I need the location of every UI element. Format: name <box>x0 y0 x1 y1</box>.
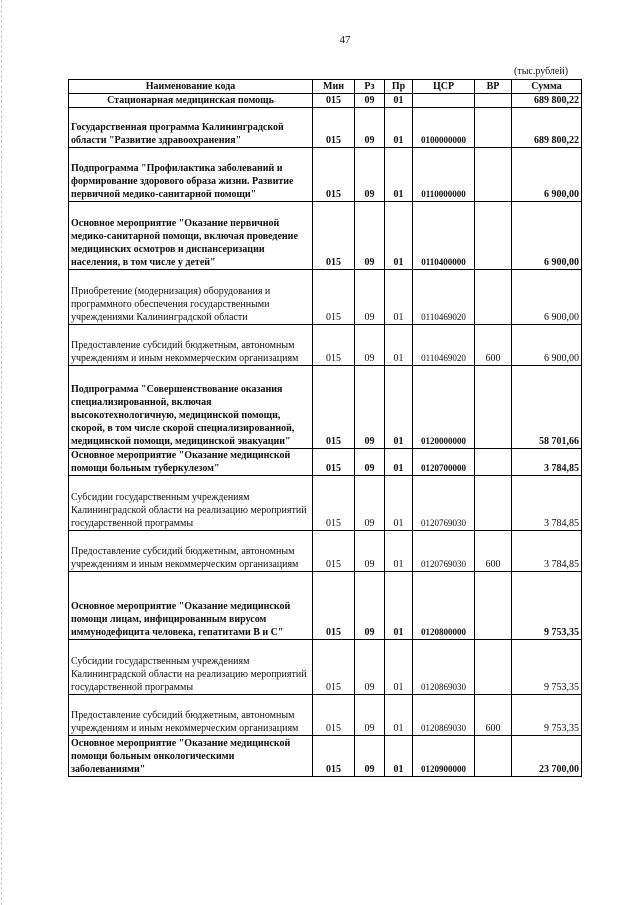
cell-min: 015 <box>313 108 355 148</box>
cell-pr: 01 <box>385 695 413 736</box>
cell-csr <box>413 94 475 108</box>
budget-table <box>68 79 582 777</box>
cell-csr: 0120769030 <box>413 476 475 531</box>
units-label: (тыс.рублей) <box>514 66 569 77</box>
cell-rz: 09 <box>355 366 385 449</box>
cell-pr: 01 <box>385 476 413 531</box>
cell-name: Подпрограмма "Совершенствование оказания специализированной, включая высокотехнологичную, медицинской помощи, скорой, в том числе скорой специализированной, медицинской помощи, медицинской эвакуации" <box>69 366 313 449</box>
table-row <box>69 572 582 640</box>
cell-min: 015 <box>313 202 355 270</box>
cell-min: 015 <box>313 695 355 736</box>
cell-min: 015 <box>313 94 355 108</box>
cell-vr <box>475 736 512 777</box>
table-row <box>69 148 582 202</box>
cell-vr: 600 <box>475 531 512 572</box>
cell-min: 015 <box>313 640 355 695</box>
page-number: 47 <box>339 34 351 46</box>
cell-csr: 0120000000 <box>413 366 475 449</box>
cell-name: Предоставление субсидий бюджетным, автономным учреждениям и иным некоммерческим организациям <box>69 325 313 366</box>
cell-min: 015 <box>313 531 355 572</box>
table-row <box>69 270 582 325</box>
cell-sum: 3 784,85 <box>512 476 582 531</box>
cell-name: Основное мероприятие "Оказание первичной медико-санитарной помощи, включая проведение медицинских осмотров и диспансеризации населения, в том числе у детей" <box>69 202 313 270</box>
header-row <box>69 80 582 94</box>
cell-rz: 09 <box>355 695 385 736</box>
cell-pr: 01 <box>385 736 413 777</box>
cell-sum: 3 784,85 <box>512 531 582 572</box>
cell-pr: 01 <box>385 202 413 270</box>
header-vr: ВР <box>475 80 512 94</box>
cell-name: Предоставление субсидий бюджетным, автономным учреждениям и иным некоммерческим организациям <box>69 695 313 736</box>
cell-min: 015 <box>313 736 355 777</box>
cell-name: Стационарная медицинская помощь <box>69 94 313 108</box>
table-row <box>69 94 582 108</box>
cell-vr <box>475 202 512 270</box>
cell-min: 015 <box>313 366 355 449</box>
cell-vr <box>475 270 512 325</box>
cell-name: Государственная программа Калининградской области "Развитие здравоохранения" <box>69 108 313 148</box>
cell-name: Основное мероприятие "Оказание медицинской помощи больным туберкулезом" <box>69 449 313 476</box>
cell-sum: 9 753,35 <box>512 640 582 695</box>
cell-rz: 09 <box>355 476 385 531</box>
table-row <box>69 325 582 366</box>
table-row <box>69 476 582 531</box>
table-row <box>69 640 582 695</box>
cell-sum: 23 700,00 <box>512 736 582 777</box>
cell-rz: 09 <box>355 94 385 108</box>
table-row <box>69 366 582 449</box>
cell-pr: 01 <box>385 325 413 366</box>
cell-csr: 0120869030 <box>413 640 475 695</box>
cell-sum: 689 800,22 <box>512 108 582 148</box>
cell-csr: 0110000000 <box>413 148 475 202</box>
cell-sum: 6 900,00 <box>512 148 582 202</box>
cell-vr <box>475 449 512 476</box>
table-row <box>69 695 582 736</box>
cell-vr <box>475 148 512 202</box>
cell-pr: 01 <box>385 640 413 695</box>
cell-csr: 0110400000 <box>413 202 475 270</box>
cell-rz: 09 <box>355 640 385 695</box>
cell-sum: 689 800,22 <box>512 94 582 108</box>
table-row <box>69 108 582 148</box>
header-rz: Рз <box>355 80 385 94</box>
cell-rz: 09 <box>355 736 385 777</box>
cell-name: Предоставление субсидий бюджетным, автономным учреждениям и иным некоммерческим организациям <box>69 531 313 572</box>
cell-rz: 09 <box>355 148 385 202</box>
cell-vr <box>475 476 512 531</box>
cell-rz: 09 <box>355 270 385 325</box>
cell-rz: 09 <box>355 202 385 270</box>
cell-rz: 09 <box>355 108 385 148</box>
header-pr: Пр <box>385 80 413 94</box>
cell-name: Основное мероприятие "Оказание медицинской помощи больным онкологическими заболеваниями" <box>69 736 313 777</box>
cell-rz: 09 <box>355 531 385 572</box>
cell-min: 015 <box>313 449 355 476</box>
cell-csr: 0120700000 <box>413 449 475 476</box>
cell-sum: 3 784,85 <box>512 449 582 476</box>
cell-vr: 600 <box>475 325 512 366</box>
cell-sum: 9 753,35 <box>512 695 582 736</box>
header-csr: ЦСР <box>413 80 475 94</box>
cell-csr: 0100000000 <box>413 108 475 148</box>
header-min: Мин <box>313 80 355 94</box>
cell-csr: 0110469020 <box>413 325 475 366</box>
header-name: Наименование кода <box>69 80 313 94</box>
cell-csr: 0120869030 <box>413 695 475 736</box>
cell-pr: 01 <box>385 366 413 449</box>
cell-csr: 0120800000 <box>413 572 475 640</box>
table-row <box>69 449 582 476</box>
cell-pr: 01 <box>385 449 413 476</box>
scan-edge-line <box>1 0 2 905</box>
cell-vr: 600 <box>475 695 512 736</box>
cell-pr: 01 <box>385 108 413 148</box>
cell-sum: 6 900,00 <box>512 202 582 270</box>
cell-sum: 58 701,66 <box>512 366 582 449</box>
cell-name: Субсидии государственным учреждениям Калининградской области на реализацию мероприятий государственной программы <box>69 476 313 531</box>
table-row <box>69 736 582 777</box>
cell-min: 015 <box>313 148 355 202</box>
cell-rz: 09 <box>355 449 385 476</box>
table-row <box>69 531 582 572</box>
cell-vr <box>475 640 512 695</box>
header-sum: Сумма <box>512 80 582 94</box>
cell-csr: 0110469020 <box>413 270 475 325</box>
cell-name: Субсидии государственным учреждениям Калининградской области на реализацию мероприятий государственной программы <box>69 640 313 695</box>
cell-pr: 01 <box>385 270 413 325</box>
table-row <box>69 202 582 270</box>
cell-vr <box>475 108 512 148</box>
cell-csr: 0120900000 <box>413 736 475 777</box>
cell-vr <box>475 94 512 108</box>
cell-pr: 01 <box>385 94 413 108</box>
cell-csr: 0120769030 <box>413 531 475 572</box>
cell-vr <box>475 572 512 640</box>
cell-sum: 6 900,00 <box>512 325 582 366</box>
cell-min: 015 <box>313 325 355 366</box>
cell-min: 015 <box>313 476 355 531</box>
cell-name: Подпрограмма "Профилактика заболеваний и формирование здорового образа жизни. Развитие первичной медико-санитарной помощи" <box>69 148 313 202</box>
cell-rz: 09 <box>355 325 385 366</box>
cell-sum: 9 753,35 <box>512 572 582 640</box>
cell-pr: 01 <box>385 572 413 640</box>
cell-name: Основное мероприятие "Оказание медицинской помощи лицам, инфицированным вирусом иммунодефицита человека, гепатитами В и С" <box>69 572 313 640</box>
cell-name: Приобретение (модернизация) оборудования и программного обеспечения государственными учреждениями Калининградской области <box>69 270 313 325</box>
cell-min: 015 <box>313 572 355 640</box>
cell-vr <box>475 366 512 449</box>
cell-min: 015 <box>313 270 355 325</box>
cell-rz: 09 <box>355 572 385 640</box>
cell-pr: 01 <box>385 531 413 572</box>
cell-pr: 01 <box>385 148 413 202</box>
cell-sum: 6 900,00 <box>512 270 582 325</box>
